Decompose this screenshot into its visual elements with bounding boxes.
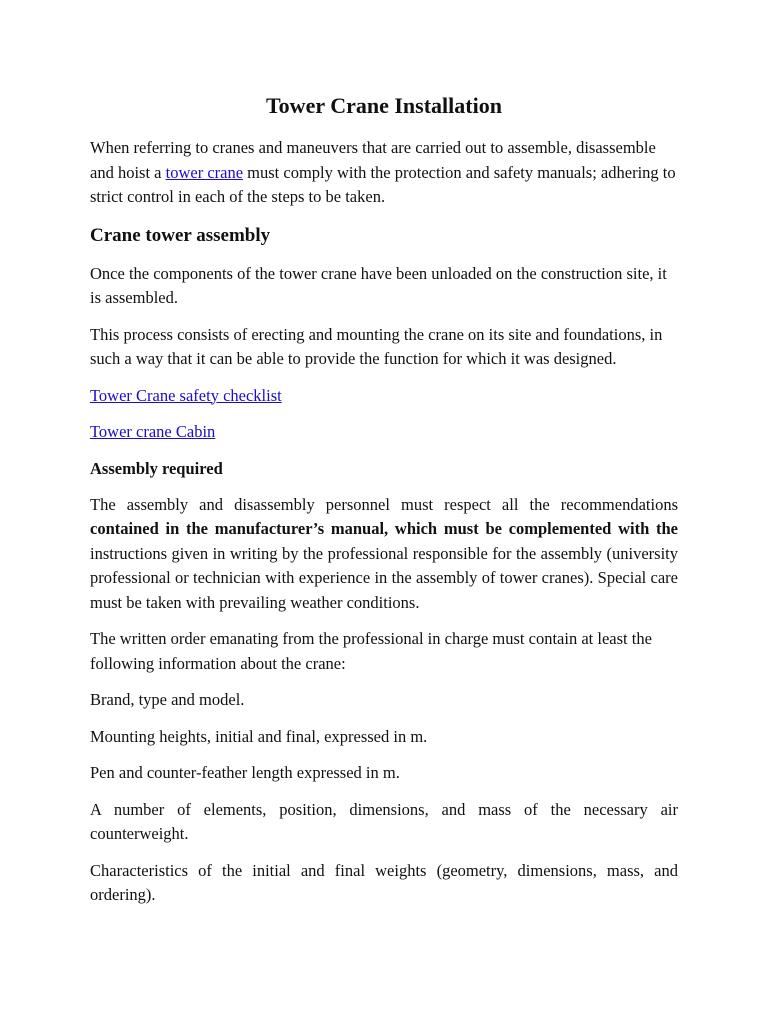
cabin-link-line: [90, 420, 678, 445]
document-title: Tower Crane Installation: [266, 93, 502, 118]
assembly-paragraph-2: This process consists of erecting and mounting the crane on its site and foundations, in such a way that it can be able to provide the function for which it was designed.: [90, 324, 663, 368]
required-paragraph-2: The written order emanating from the professional in charge must contain at least the following information about the crane:: [90, 629, 652, 673]
required-text-bold: contained in the manufacturer’s manual, which must be complemented with the: [90, 519, 678, 538]
required-text-start: The assembly and disassembly personnel must respect all the recommendations: [90, 494, 678, 514]
tower-crane-link[interactable]: tower crane: [165, 162, 244, 182]
list-item-lengths: Pen and counter-feather length expressed in m.: [90, 763, 400, 782]
section-heading-crane-tower-assembly: Crane tower assembly: [90, 224, 271, 246]
intro-text-start: When referring to cranes and maneuvers that are carried out to assemble, disassemble and hoist a: [90, 138, 656, 182]
crane-cabin-link[interactable]: Tower crane Cabin: [90, 422, 216, 441]
required-paragraph-1: [90, 493, 678, 616]
assembly-paragraph-1: Once the components of the tower crane have been unloaded on the construction site, it is assembled.: [90, 263, 667, 307]
list-item-counterweight: A number of elements, position, dimensions, and mass of the necessary air counterweight.: [90, 799, 678, 843]
safety-checklist-link[interactable]: Tower Crane safety checklist: [90, 385, 282, 405]
list-item-weights: Characteristics of the initial and final weights (geometry, dimensions, mass, and ordering).: [90, 860, 678, 904]
intro-paragraph: [90, 136, 678, 210]
required-text-end: instructions given in writing by the professional responsible for the assembly (university professional or technician with experience in the assembly of tower cranes). Special care must be taken with prevailing weather conditions.: [90, 543, 678, 612]
list-item-heights: Mounting heights, initial and final, expressed in m.: [90, 726, 428, 746]
section-heading-assembly-required: Assembly required: [90, 458, 223, 478]
safety-checklist-link-line: [90, 384, 678, 409]
list-item-brand: Brand, type and model.: [90, 690, 245, 709]
intro-text-end: must comply with the protection and safety manuals; adhering to strict control in each of the steps to be taken.: [90, 162, 676, 206]
